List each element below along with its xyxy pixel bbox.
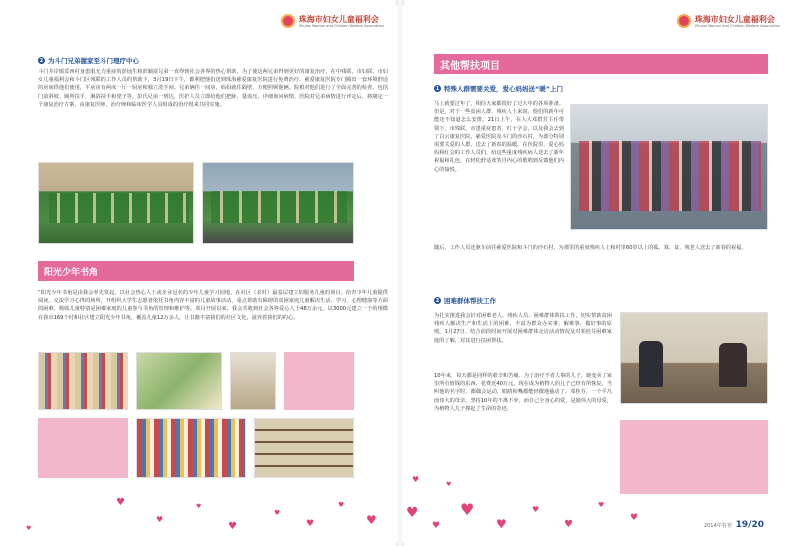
footer [704,520,764,530]
section-number: 1 [435,85,440,92]
section-body-dumen: 斗门井岸镇莫西村身患肌无力重症的彭灿生和彭颖富兄弟一直得到社会各界的热心帮助，为了使这两兄弟得到更好的康复治疗，在中残联、市妇联、市妇女儿童福利会和斗门区残联的工作人员的帮助下，3月19日下午，都利把他们送到珠海慈爱康复医院进行免费治疗。慈爱康复医院专门腾出一套环境舒适的房间供他们使用，平房房有两床一厅一厨房和独立洗手间。兄弟俩住一间房，妈妈就住隔壁，方便照顾他俩。院根对他们进行了全面完善的检查，包括门前斜坡、厕所扶手、淋浴扶手和凳子等。彭氏兄弟一到达，医护人员立即给他们把脉、量血压，详细询问病情。医院对兄弟病情进行评定后，将制定一个康复治疗方案，由康复医师、治疗师和临床医学人员组成的治疗组来共同实施。 [38,69,388,108]
heart-icon: ♥ [228,521,237,532]
logo-name: 珠海市妇女儿童福利会 [694,14,775,24]
photo-children-reading [136,352,222,410]
section-heading-dumen [38,56,139,65]
logo-name-en: Zhuhai Women and Children Welfare Association [298,23,384,28]
section-body-love: 马上就要过年了，相信大家都很好了过大年的各项准备。但是，对于一些贫困人群、残疾人士来说，他们的新年可能还不知道怎么安排。21日上午，在人大邓群芳主任带领下，市残联，市患重症患者，红十字会，以及我会去到了白云康复医院，慈爱医院及斗门的沙石村，为部分特别需要关爱的人群，送去了新春的温暖。在医院里，爱心妈妈和红会的工作人员们，给这些重度残疾病人送去了新年祝福和礼包，在轻松舒适欢笑自内心的歌唱到反馈他们内心的愉悦。 [434,101,564,173]
banner-sunshine-book-corner: 阳光少年书角 [38,261,354,281]
heart-icon: ♥ [496,517,507,531]
heart-icon: ♥ [532,505,540,514]
logo-name-en: Zhuhai Women and Children Welfare Association [694,23,780,28]
section-heading-text: 特殊人群需要关爱，爱心妈妈送“暖”上门 [444,85,564,93]
photo-reading-room [230,352,276,410]
section-body-hardship: 为扎实推进我会针对困难老人、残疾人员、困难群体帮扶工作，切实帮助贫困残疾人解决生产和生活上的困难，丰富为群众办实事、解难事、做好事的原则。1月27日，结合前段时间开展对困难群体走访活动情况及对邓桂芬困难家庭的了解，对其进行扶困帮扶。 [434,313,612,344]
section-number: 2 [39,57,44,64]
heart-icon: ♥ [26,525,32,532]
heart-icon: ♥ [412,475,420,484]
section-heading-text: 为斗门兄弟握家至斗门理疗中心 [48,57,139,65]
banner-other-projects: 其他帮扶项目 [434,54,768,74]
pink-decor-block-2 [38,418,128,478]
heart-icon: ♥ [432,521,441,531]
photo-home-visit [620,312,768,404]
logo-right [677,14,780,28]
issue-label: 2014年春刊 [703,523,732,529]
right-page [402,6,794,542]
heart-icon: ♥ [598,501,605,509]
logo-icon [281,14,295,28]
logo-icon [677,14,691,28]
photo-volunteers-green-vests-right [202,162,354,244]
heart-icon: ♥ [156,515,164,524]
left-page [6,6,398,542]
heart-icon: ♥ [446,481,452,488]
heart-icon: ♥ [406,505,419,521]
section-body-love-2: 随后，工作人员还驱车前往慈爱医院和斗门的沙石村，为那里的重度残疾人士和村里60岁以上的孤、寡、贫、残老人送去了新春的祝福。 [434,245,747,251]
heart-icon: ♥ [564,519,573,530]
section-number: 2 [435,297,440,304]
photo-volunteers-green-vests-left [38,162,194,244]
section-heading-hardship [434,296,496,305]
page-number: 19/20 [735,520,764,530]
photo-bookshelf-1 [38,352,128,410]
section-heading-text: 困难群体帮扶工作 [444,297,496,305]
heart-icon: ♥ [196,503,202,510]
heart-icon: ♥ [338,501,345,509]
photo-bookshelf-2 [136,418,246,478]
section-heading-love [434,84,563,93]
logo-name: 珠海市妇女儿童福利会 [298,14,379,24]
section-body-book-corner: “阳光少年书角是由我会率先发起，以社会热心人士或企业冠名的少年儿童学习园地，在社区（农村）最基层建立的服务儿童的项目。给青少年儿童提供阅读、交流学习心得的场所，开组织大学生志愿者依托书角内容丰富的儿童故事活动，重点帮助有障碍的贫困家庭儿童解决生活、学习、心理健康等方面的困难，吸收儿童特别是困难家庭的儿童参与书角的管理和维护等。项目开展以来，我会共收到社会各界爱心人士48万余元，以3000元建立一个的规模在我市169个村和社区建立阳光少年书角，覆盖儿童12万余人，让书籍丰富我们的社区文化，滋养着我们的的心。 [38,290,388,321]
heart-icon: ♥ [116,497,125,508]
pink-decor-block-1 [284,352,354,410]
photo-bookshelf-3 [254,418,354,478]
pink-decor-block-3 [620,420,768,494]
heart-icon: ♥ [630,513,639,523]
photo-group-visit [570,104,768,230]
heart-icon: ♥ [366,513,377,527]
section-body-hardship-2: 10年来，每天都是同样的艰辛和苦痛。为了治疗不省人事的儿子，她变卖了家里所有值钱的东西，花费近40万元。现在成为植物人的儿子已经有所恢复，当叫他的名字时，都偶会运动，眼睛和嘴都能轻微地抽动了。邓桂芬，一个平凡而伟大的母亲，坚持10年的不离不弃，而自己全身心的爱，是她伟大的母爱，为植物人儿子撑起了生命的奇迹。 [434,373,612,412]
logo-left [281,14,384,28]
heart-icon: ♥ [460,500,475,519]
heart-icon: ♥ [274,509,281,517]
heart-icon: ♥ [306,519,315,529]
